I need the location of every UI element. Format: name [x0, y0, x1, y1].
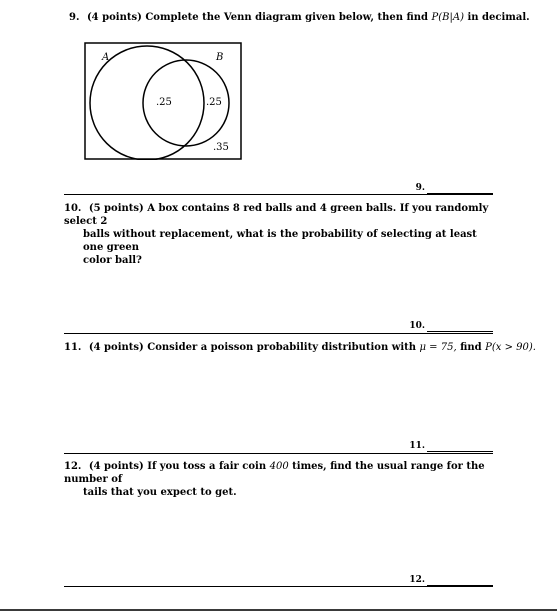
question-text-line2: balls without replacement, what is the probability of selecting at least one green	[83, 229, 477, 253]
answer-row-11	[343, 440, 493, 452]
venn-label-a: A	[102, 52, 110, 63]
venn-value-b-only: .25	[206, 97, 222, 108]
answer-label: 9.	[415, 183, 425, 193]
question-number: 10.	[64, 203, 82, 214]
question-text-after: in decimal.	[467, 12, 530, 23]
question-points: (4 points)	[88, 342, 144, 353]
section-divider	[64, 586, 493, 587]
question-text-line1a: If you toss a fair coin	[147, 461, 267, 472]
question-10	[64, 202, 496, 267]
question-math-prob: P(x > 90).	[485, 342, 536, 353]
question-12	[64, 460, 496, 499]
question-math: P(B|A)	[431, 12, 464, 23]
question-math-mu: μ = 75,	[419, 342, 457, 353]
question-text-mid: find	[460, 342, 482, 353]
question-9	[69, 11, 530, 24]
venn-value-intersection: .25	[156, 97, 172, 108]
answer-label: 12.	[409, 575, 425, 585]
answer-row-9	[343, 182, 493, 194]
section-divider	[64, 194, 493, 195]
answer-blank[interactable]	[427, 451, 493, 452]
question-11	[64, 341, 536, 354]
question-text: Complete the Venn diagram given below, then find	[145, 12, 429, 23]
question-math-count: 400	[269, 461, 289, 472]
question-number: 9.	[69, 12, 80, 23]
question-points: (5 points)	[88, 203, 144, 214]
question-points: (4 points)	[86, 12, 142, 23]
section-divider	[64, 333, 493, 334]
section-divider	[64, 453, 493, 454]
answer-row-12	[343, 574, 493, 586]
question-points: (4 points)	[88, 461, 144, 472]
question-text-line3: color ball?	[83, 255, 142, 266]
question-text-line1b: times, find the usual range for the number of	[64, 461, 485, 485]
question-number: 11.	[64, 342, 82, 353]
venn-value-outside: .35	[213, 142, 229, 153]
question-number: 12.	[64, 461, 82, 472]
question-text-line2: tails that you expect to get.	[83, 487, 237, 498]
venn-diagram	[84, 42, 242, 160]
answer-label: 11.	[409, 441, 425, 451]
venn-circle-a	[90, 46, 204, 160]
answer-row-10	[343, 320, 493, 332]
venn-label-b: B	[216, 52, 224, 63]
answer-blank[interactable]	[427, 331, 493, 332]
question-text-line1: A box contains 8 red balls and 4 green balls. If you randomly select 2	[64, 203, 489, 227]
question-text: Consider a poisson probability distribution with	[147, 342, 417, 353]
answer-label: 10.	[409, 321, 425, 331]
